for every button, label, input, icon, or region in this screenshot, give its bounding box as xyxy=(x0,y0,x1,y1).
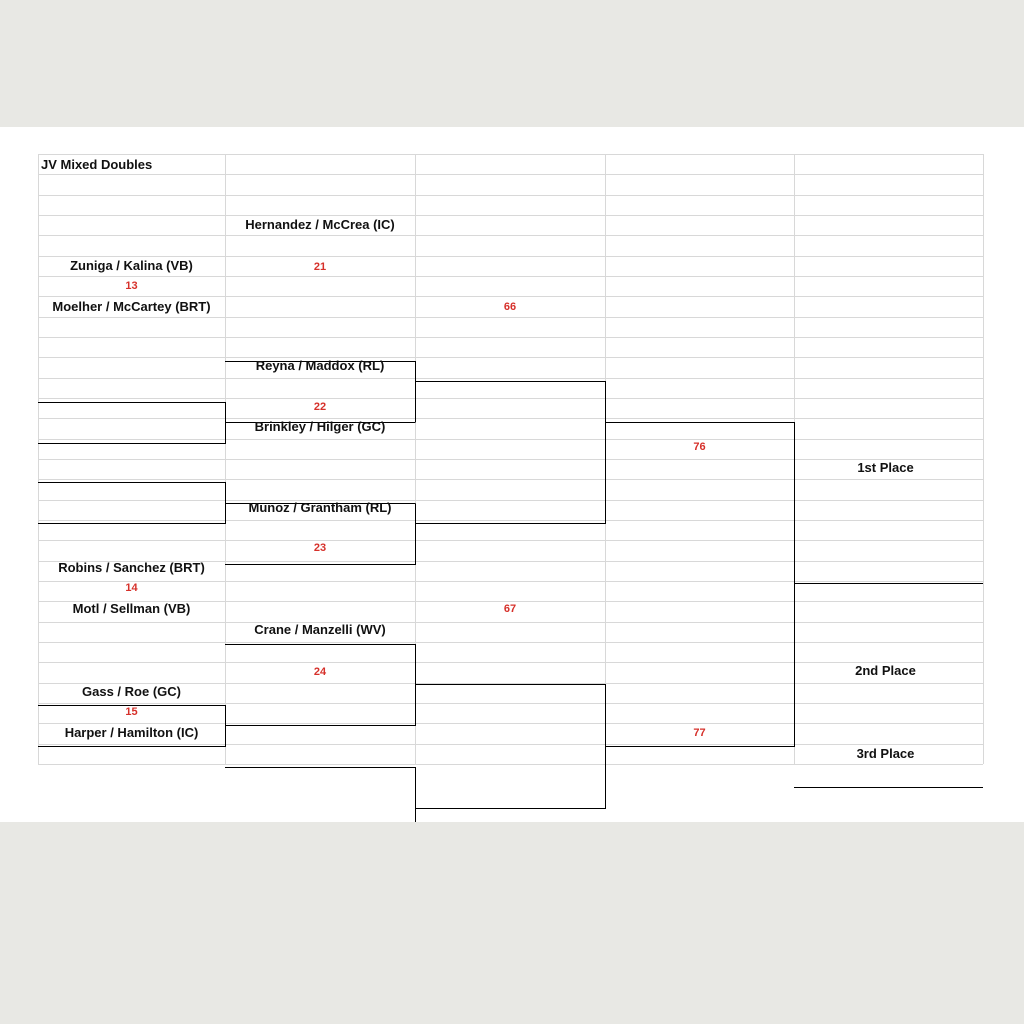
third-place-label: 3rd Place xyxy=(856,746,915,761)
bracket-line xyxy=(225,768,416,823)
team-zuniga-kalina: Zuniga / Kalina (VB) xyxy=(70,258,193,273)
match-number-23: 23 xyxy=(313,542,327,554)
match-number-67: 67 xyxy=(503,603,517,615)
team-brinkley-hilger: Brinkley / Hilger (GC) xyxy=(254,419,386,434)
team-hernandez-mccrea: Hernandez / McCrea (IC) xyxy=(245,217,395,232)
match-number-24: 24 xyxy=(313,666,327,678)
bracket-line xyxy=(415,382,606,524)
match-number-22: 22 xyxy=(313,401,327,413)
match-number-66: 66 xyxy=(503,301,517,313)
bracket-line xyxy=(225,645,416,726)
match-number-76: 76 xyxy=(693,441,706,453)
team-munoz-grantham: Munoz / Grantham (RL) xyxy=(248,500,392,515)
team-harper-hamilton: Harper / Hamilton (IC) xyxy=(64,725,199,740)
bracket-line xyxy=(605,423,795,747)
match-number-13: 13 xyxy=(125,280,138,292)
bracket-line xyxy=(38,483,226,524)
second-place-label: 2nd Place xyxy=(855,663,916,678)
team-moelher-mccartey: Moelher / McCartey (BRT) xyxy=(52,299,211,314)
team-reyna-maddox: Reyna / Maddox (RL) xyxy=(255,358,385,373)
match-number-21: 21 xyxy=(313,261,327,273)
bracket-line xyxy=(38,403,226,444)
match-number-15: 15 xyxy=(125,706,138,718)
first-place-label: 1st Place xyxy=(857,460,914,475)
team-gass-roe: Gass / Roe (GC) xyxy=(82,684,181,699)
team-robins-sanchez: Robins / Sanchez (BRT) xyxy=(58,560,205,575)
team-motl-sellman: Motl / Sellman (VB) xyxy=(72,601,191,616)
sheet-title: JV Mixed Doubles xyxy=(41,157,153,172)
match-number-14: 14 xyxy=(125,582,138,594)
team-crane-manzelli: Crane / Manzelli (WV) xyxy=(254,622,386,637)
match-number-77: 77 xyxy=(693,727,706,739)
bracket-sheet xyxy=(0,127,1024,822)
